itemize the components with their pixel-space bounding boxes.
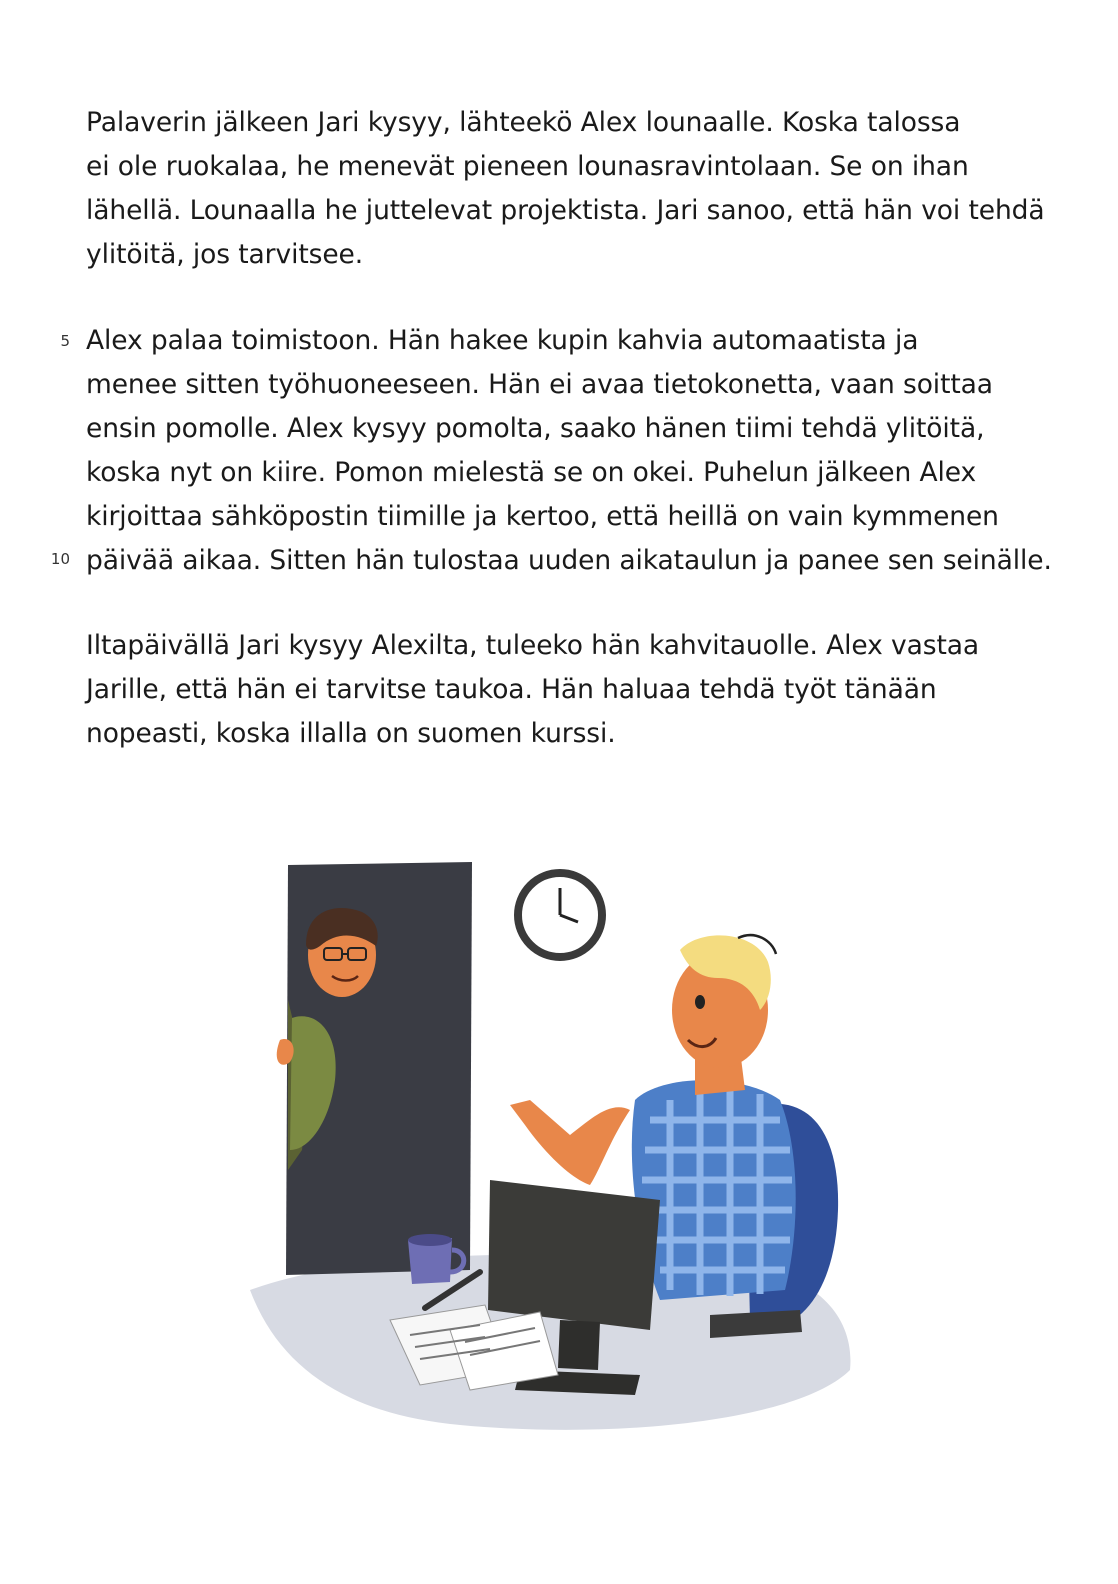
text-line: päivää aikaa. Sitten hän tulostaa uuden aikataulun ja panee sen seinälle. [86,545,1052,576]
text-line: Iltapäivällä Jari kysyy Alexilta, tuleeko hän kahvitauolle. Alex vastaa [86,630,980,661]
text-line: ei ole ruokalaa, he menevät pieneen lounasravintolaan. Se on ihan [86,151,969,182]
office-illustration [240,850,880,1440]
text-line: nopeasti, koska illalla on suomen kurssi. [86,718,616,749]
line-number-10: 10 [50,550,70,568]
text-line: Jarille, että hän ei tarvitse taukoa. Hän haluaa tehdä työt tänään [86,674,937,705]
paragraph-3 [86,624,1036,756]
text-line: lähellä. Lounaalla he juttelevat projektista. Jari sanoo, että hän voi tehdä [86,195,1045,226]
text-line: Palaverin jälkeen Jari kysyy, lähteekö Alex lounaalle. Koska talossa [86,107,961,138]
text-line: kirjoittaa sähköpostin tiimille ja kertoo, että heillä on vain kymmenen [86,501,999,532]
text-line: koska nyt on kiire. Pomon mielestä se on okei. Puhelun jälkeen Alex [86,457,977,488]
paragraph-2 [86,319,1052,583]
paragraph-1 [86,101,1045,277]
line-number-5: 5 [60,332,70,350]
text-line: Alex palaa toimistoon. Hän hakee kupin kahvia automaatista ja [86,325,919,356]
text-line: ensin pomolle. Alex kysyy pomolta, saako hänen tiimi tehdä ylitöitä, [86,413,985,444]
text-line: ylitöitä, jos tarvitsee. [86,239,364,270]
clock-icon [518,873,602,957]
text-line: menee sitten työhuoneeseen. Hän ei avaa tietokonetta, vaan soittaa [86,369,993,400]
